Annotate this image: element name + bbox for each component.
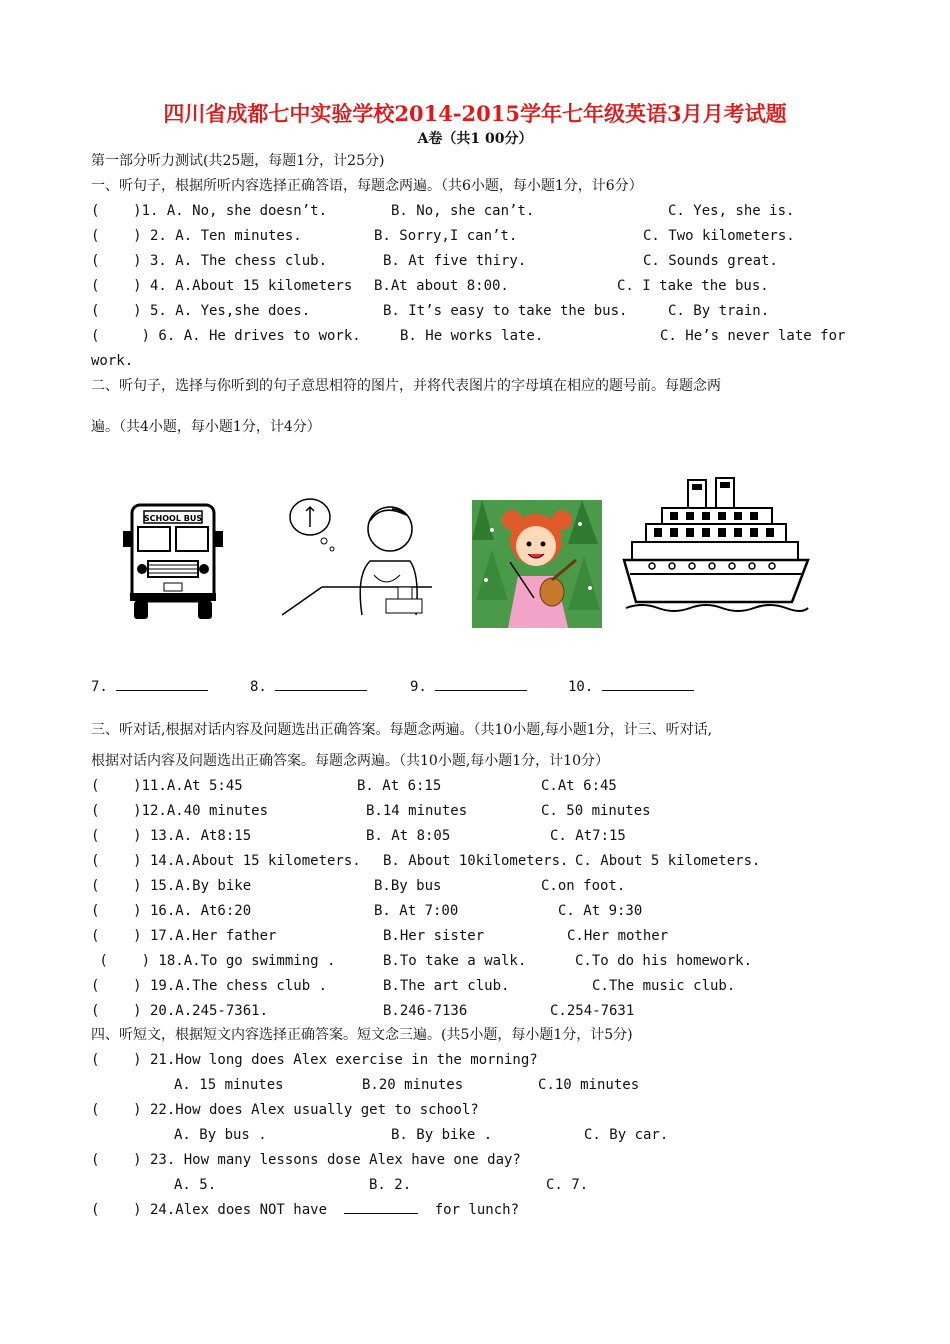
q15-item: ( ) 15.A.By bike <box>91 878 252 894</box>
section1-instruction: 一、听句子，根据所听内容选择正确答语，每题念两遍。（共6小题，每小题1分，计6分） <box>91 178 643 194</box>
boy-eating-picture <box>282 495 432 625</box>
q3-item: ( ) 3. A. The chess club. <box>91 253 328 269</box>
answer-blank-7[interactable] <box>91 678 208 696</box>
q12-item: ( )12.A.40 minutes <box>91 803 269 819</box>
q20-option-c: C.254-7631 <box>550 1003 635 1019</box>
section4-instruction: 四、听短文，根据短文内容选择正确答案。短文念三遍。(共5小题，每小题1分，计5分) <box>91 1027 633 1043</box>
q17-option-c: C.Her mother <box>567 928 669 944</box>
girl-violin-picture <box>472 500 602 628</box>
section2-instruction: 二、听句子，选择与你听到的句子意思相符的图片，并将代表图片的字母填在相应的题号前。每题念两 <box>91 378 721 394</box>
q15-option-b: B.By bus <box>374 878 442 894</box>
q4-option-c: C. I take the bus. <box>617 278 769 294</box>
q16-item: ( ) 16.A. At6:20 <box>91 903 252 919</box>
q14-item: ( ) 14.A.About 15 kilometers. <box>91 853 361 869</box>
q2-option-b: B. Sorry,I can’t. <box>374 228 518 244</box>
q3-option-c: C. Sounds great. <box>643 253 778 269</box>
q11-item: ( )11.A.At 5:45 <box>91 778 243 794</box>
q17-item: ( ) 17.A.Her father <box>91 928 277 944</box>
blank-line <box>275 678 367 691</box>
blank-label: 7. <box>91 679 108 695</box>
blank-line <box>602 678 694 691</box>
ship-picture <box>622 470 812 628</box>
page-title: 四川省成都七中实验学校2014-2015学年七年级英语3月月考试题 <box>163 101 787 126</box>
school-bus-picture <box>118 497 228 625</box>
q3-option-b: B. At five thiry. <box>383 253 527 269</box>
q16-option-b: B. At 7:00 <box>374 903 459 919</box>
blank-label: 8. <box>250 679 267 695</box>
bus-sign-text: SCHOOL BUS <box>143 514 203 523</box>
q24-text-end: for lunch? <box>434 1202 520 1218</box>
blank-line <box>116 678 208 691</box>
q18-option-b: B.To take a walk. <box>383 953 527 969</box>
q11-option-b: B. At 6:15 <box>357 778 442 794</box>
q21-option-c: C.10 minutes <box>538 1077 640 1093</box>
q24-answer-blank[interactable] <box>344 1201 418 1214</box>
q24-question <box>91 1201 519 1219</box>
q1-item: ( )1. A. No, she doesn’t. <box>91 203 328 219</box>
q2-option-c: C. Two kilometers. <box>643 228 795 244</box>
q20-item: ( ) 20.A.245-7361. <box>91 1003 269 1019</box>
q15-option-c: C.on foot. <box>541 878 626 894</box>
q5-option-c: C. By train. <box>668 303 770 319</box>
q21-question: ( ) 21.How long does Alex exercise in the morning? <box>91 1052 538 1068</box>
section3-instruction: 三、听对话,根据对话内容及问题选出正确答案。每题念两遍。（共10小题,每小题1分，计三、听对话, <box>91 722 713 738</box>
section2-instruction-cont: 遍。（共4小题，每小题1分，计4分） <box>91 419 321 435</box>
blank-line <box>435 678 527 691</box>
q5-item: ( ) 5. A. Yes,she does. <box>91 303 311 319</box>
q12-option-c: C. 50 minutes <box>541 803 651 819</box>
part1-heading: 第一部分听力测试(共25题，每题1分，计25分) <box>91 153 385 169</box>
q22-question: ( ) 22.How does Alex usually get to school? <box>91 1102 479 1118</box>
answer-blank-10[interactable] <box>568 678 694 696</box>
answer-blank-9[interactable] <box>410 678 527 696</box>
q23-option-c: C. 7. <box>546 1177 589 1193</box>
q22-option-b: B. By bike . <box>391 1127 493 1143</box>
section3-instruction-cont: 根据对话内容及问题选出正确答案。每题念两遍。（共10小题,每小题1分，计10分） <box>91 753 609 769</box>
q23-option-b: B. 2. <box>369 1177 412 1193</box>
q19-item: ( ) 19.A.The chess club . <box>91 978 328 994</box>
q2-item: ( ) 2. A. Ten minutes. <box>91 228 302 244</box>
q6-option-b: B. He works late. <box>400 328 544 344</box>
q13-option-b: B. At 8:05 <box>366 828 451 844</box>
q22-option-a: A. By bus . <box>174 1127 267 1143</box>
q17-option-b: B.Her sister <box>383 928 485 944</box>
q18-item: ( ) 18.A.To go swimming . <box>91 953 336 969</box>
q4-option-b: B.At about 8:00. <box>374 278 509 294</box>
q23-option-a: A. 5. <box>174 1177 217 1193</box>
blank-label: 9. <box>410 679 427 695</box>
q14-option-b: B. About 10kilometers. <box>383 853 569 869</box>
q14-option-c: C. About 5 kilometers. <box>575 853 761 869</box>
q5-option-b: B. It’s easy to take the bus. <box>383 303 628 319</box>
q20-option-b: B.246-7136 <box>383 1003 468 1019</box>
q1-option-b: B. No, she can’t. <box>391 203 535 219</box>
q6-continuation: work. <box>91 353 134 369</box>
q16-option-c: C. At 9:30 <box>558 903 643 919</box>
q11-option-c: C.At 6:45 <box>541 778 617 794</box>
q21-option-a: A. 15 minutes <box>174 1077 284 1093</box>
q24-text-start: ( ) 24.Alex does NOT have <box>91 1202 328 1218</box>
q19-option-c: C.The music club. <box>592 978 736 994</box>
blank-label: 10. <box>568 679 594 695</box>
answer-blank-8[interactable] <box>250 678 367 696</box>
q1-option-c: C. Yes, she is. <box>668 203 795 219</box>
q19-option-b: B.The art club. <box>383 978 510 994</box>
q13-item: ( ) 13.A. At8:15 <box>91 828 252 844</box>
page-subtitle: A卷（共1 00分） <box>417 131 533 147</box>
q6-option-c: C. He’s never late for <box>660 328 846 344</box>
q22-option-c: C. By car. <box>584 1127 669 1143</box>
q21-option-b: B.20 minutes <box>362 1077 464 1093</box>
q23-question: ( ) 23. How many lessons dose Alex have one day? <box>91 1152 521 1168</box>
q18-option-c: C.To do his homework. <box>575 953 753 969</box>
q4-item: ( ) 4. A.About 15 kilometers <box>91 278 353 294</box>
q13-option-c: C. At7:15 <box>550 828 626 844</box>
q6-item: ( ) 6. A. He drives to work. <box>91 328 361 344</box>
q12-option-b: B.14 minutes <box>366 803 468 819</box>
